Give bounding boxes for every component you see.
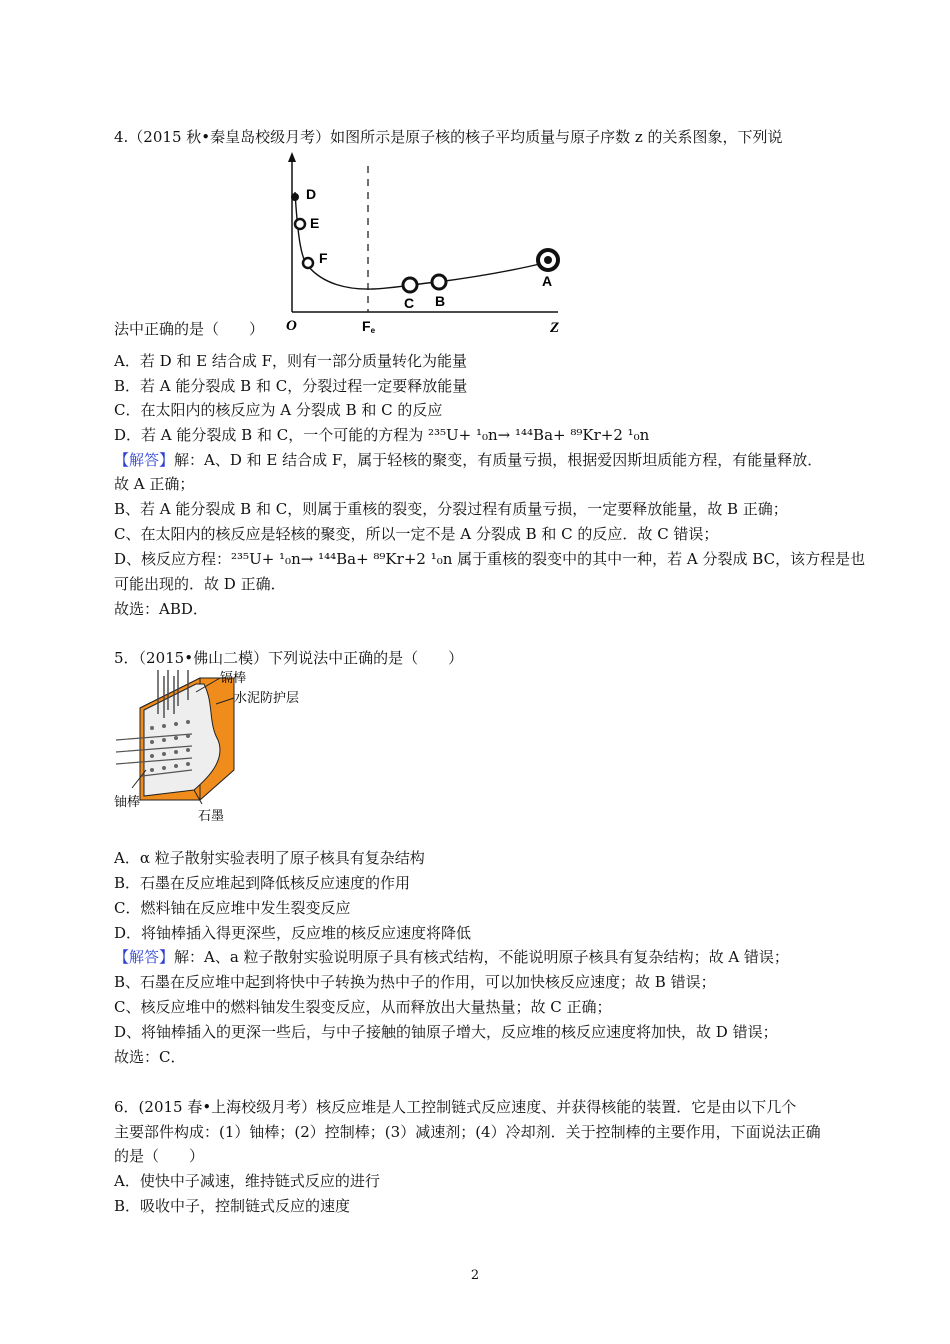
q4-option-c: C．在太阳内的核反应为 A 分裂成 B 和 C 的反应 <box>114 401 443 419</box>
q4-option-d: D．若 A 能分裂成 B 和 C，一个可能的方程为 ²³⁵U+ ¹₀n→ ¹⁴⁴Ba+ ⁸⁹Kr+2 ¹₀n <box>114 426 650 444</box>
q4-option-b: B．若 A 能分裂成 B 和 C，分裂过程一定要释放能量 <box>114 377 468 395</box>
q5-answer-line2: B、石墨在反应堆中起到将快中子转换为热中子的作用，可以加快核反应速度；故 B 错误； <box>114 973 716 991</box>
axis-origin-label: O <box>286 318 297 334</box>
axis-fe-label: Fe <box>362 318 376 335</box>
answer-tag: 【解答】 <box>114 451 175 469</box>
nuclear-mass-curve-figure <box>278 152 568 338</box>
point-F <box>303 258 313 268</box>
q4-answer-line7: 故选：ABD． <box>114 600 208 618</box>
q5-stem: 5．（2015•佛山二模）下列说法中正确的是（ ） <box>114 649 464 667</box>
point-B <box>432 275 446 289</box>
page-number: 2 <box>470 1268 480 1283</box>
q4-stem-line2: 法中正确的是（ ） <box>114 320 265 338</box>
q4-answer-line1: 【解答】解：A、D 和 E 结合成 F，属于轻核的聚变，有质量亏损，根据爱因斯坦质能方程，有能量释放． <box>114 451 823 469</box>
q4-answer-line5: D、核反应方程：²³⁵U+ ¹₀n→ ¹⁴⁴Ba+ ⁸⁹Kr+2 ¹₀n 属于重核的裂变中的其中一种，若 A 分裂成 BC，该方程是也 <box>114 550 866 568</box>
q6-option-a: A．使快中子减速，维持链式反应的进行 <box>114 1172 380 1190</box>
q4-answer-line2: 故 A 正确； <box>114 475 195 493</box>
q4-option-a: A．若 D 和 E 结合成 F，则有一部分质量转化为能量 <box>114 352 468 370</box>
q6-stem-line2: 主要部件构成：(1）铀棒；(2）控制棒；(3）减速剂；(4）冷却剂．关于控制棒的主要作用，下面说法正确 <box>114 1123 821 1141</box>
q5-answer-line5: 故选：C． <box>114 1048 186 1066</box>
q5-option-b: B．石墨在反应堆起到降低核反应速度的作用 <box>114 874 411 892</box>
q6-stem-line3: 的是（ ） <box>114 1147 205 1165</box>
q5-option-d: D．将铀棒插入得更深些，反应堆的核反应速度将降低 <box>114 924 472 942</box>
point-E <box>295 219 305 229</box>
label-C: C <box>404 295 415 311</box>
mass-curve <box>295 192 548 289</box>
label-F: F <box>319 250 328 266</box>
point-C <box>403 278 417 292</box>
label-uranium-rod: 铀棒 <box>114 795 141 810</box>
reactor-diagram-figure <box>112 670 324 830</box>
q5-answer-line3: C、核反应堆中的燃料铀发生裂变反应，从而释放出大量热量；故 C 正确； <box>114 998 612 1016</box>
label-cement-layer: 水泥防护层 <box>234 691 300 706</box>
label-E: E <box>310 215 320 231</box>
label-B: B <box>435 293 446 309</box>
q5-option-c: C．燃料铀在反应堆中发生裂变反应 <box>114 899 351 917</box>
label-graphite: 石墨 <box>198 809 225 824</box>
answer-tag: 【解答】 <box>114 948 175 966</box>
label-D: D <box>306 186 317 202</box>
q6-stem-line1: 6．(2015 春•上海校级月考）核反应堆是人工控制链式反应速度、并获得核能的装置．它是由以下几个 <box>114 1098 797 1116</box>
q4-stem-line1: 4.（2015 秋•秦皇岛校级月考）如图所示是原子核的核子平均质量与原子序数 z 的关系图象，下列说 <box>114 128 783 146</box>
label-cadmium-rod: 镉棒 <box>220 671 247 686</box>
q4-answer-line3: B、若 A 能分裂成 B 和 C，则属于重核的裂变，分裂过程有质量亏损，一定要释放能量，故 B 正确； <box>114 500 788 518</box>
q5-answer-line4: D、将铀棒插入的更深一些后，与中子接触的铀原子增大，反应堆的核反应速度将加快，故 D 错误； <box>114 1023 778 1041</box>
point-D <box>291 193 299 201</box>
y-axis-arrow-icon <box>288 152 296 162</box>
label-A: A <box>542 273 553 289</box>
axis-z-label: Z <box>550 320 560 336</box>
q4-answer-line4: C、在太阳内的核反应是轻核的聚变，所以一定不是 A 分裂成 B 和 C 的反应．故 C 错误； <box>114 525 719 543</box>
q5-answer-line1: 【解答】解：A、a 粒子散射实验说明原子具有核式结构，不能说明原子核具有复杂结构；故 A 错误； <box>114 948 789 966</box>
q6-option-b: B．吸收中子，控制链式反应的速度 <box>114 1197 351 1215</box>
q4-answer-line6: 可能出现的．故 D 正确． <box>114 575 286 593</box>
q5-option-a: A．α 粒子散射实验表明了原子核具有复杂结构 <box>114 849 425 867</box>
